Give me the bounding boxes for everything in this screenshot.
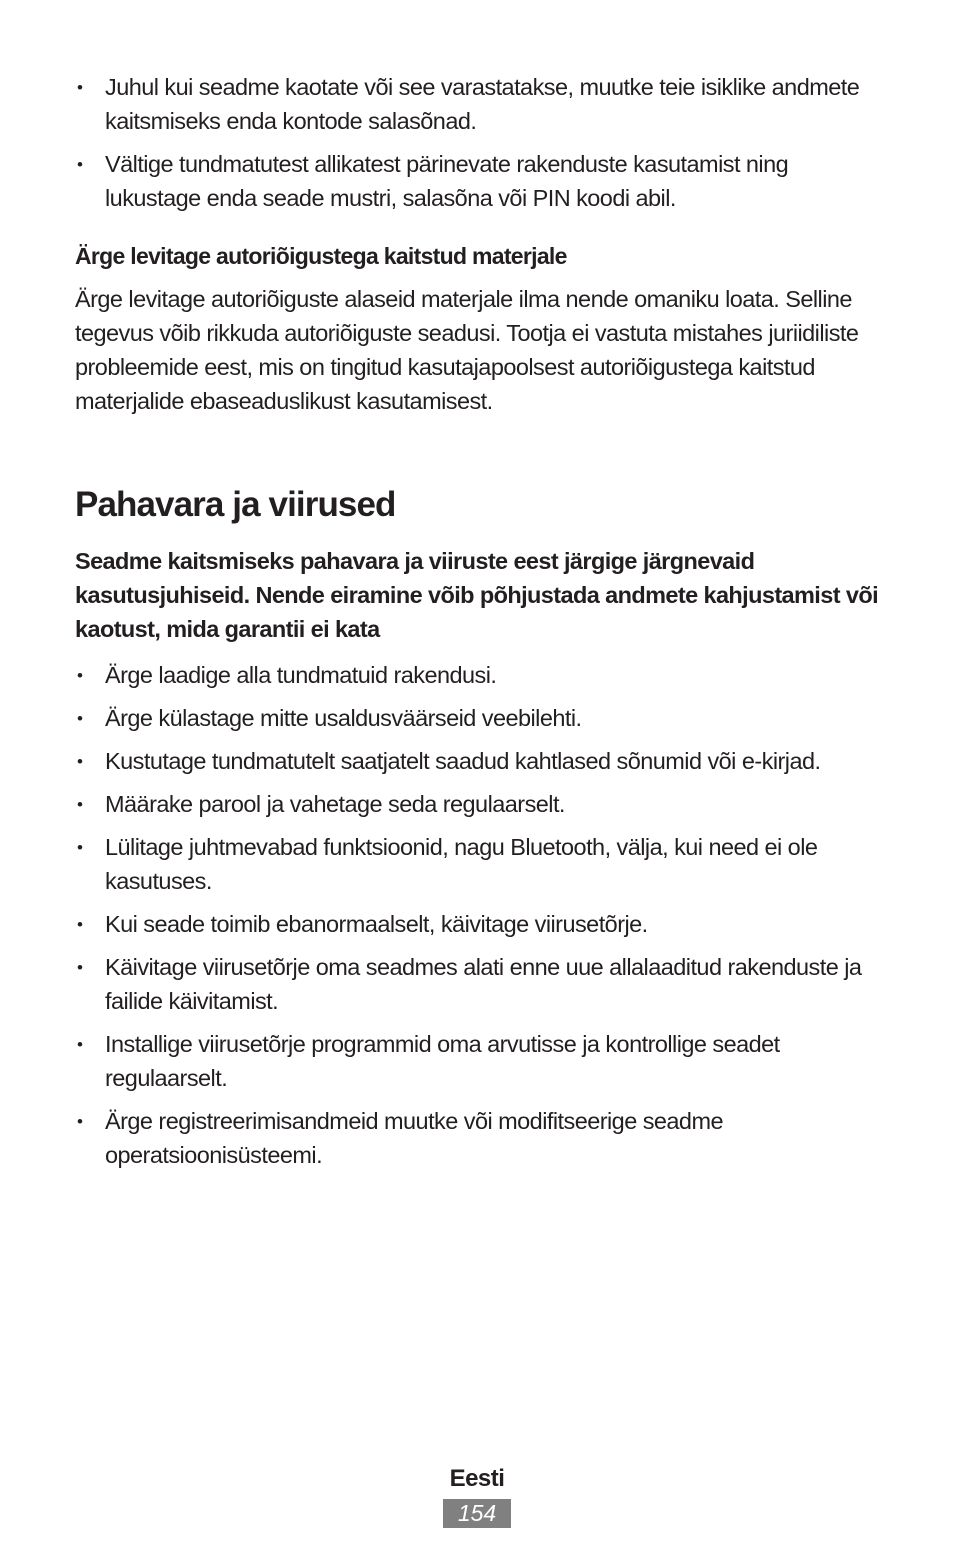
page-number: 154 [443, 1499, 511, 1528]
bullet-icon: • [77, 795, 83, 814]
list-item-text: Ärge registreerimisandmeid muutke või modifitseerige seadme operatsioonisüsteemi. [105, 1108, 724, 1168]
copyright-heading: Ärge levitage autoriõigustega kaitstud materjale [75, 243, 567, 269]
list-item [75, 787, 885, 821]
bullet-icon: • [77, 155, 83, 174]
list-item [75, 658, 885, 692]
bullet-icon: • [77, 838, 83, 857]
list-item [75, 950, 885, 1018]
list-item-text: Kustutage tundmatutelt saatjatelt saadud kahtlased sõnumid või e-kirjad. [105, 748, 821, 774]
list-item-text: Kui seade toimib ebanormaalselt, käivitage viirusetõrje. [105, 911, 648, 937]
bullet-icon: • [77, 752, 83, 771]
list-item [75, 70, 885, 138]
list-item-text: Määrake parool ja vahetage seda regulaarselt. [105, 791, 565, 817]
security-bullet-list [75, 70, 885, 215]
copyright-paragraph: Ärge levitage autoriõiguste alaseid materjale ilma nende omaniku loata. Selline tegevus võib rikkuda autoriõiguste seadusi. Tootja ei vastuta mistahes juriidiliste probleemide eest, mis on tingitud kasutajapoolsest autoriõigustega kaitstud materjalide ebaseaduslikust kasutamisest. [75, 286, 859, 414]
list-item [75, 744, 885, 778]
list-item-text: Ärge laadige alla tundmatuid rakendusi. [105, 662, 497, 688]
bullet-icon: • [77, 1035, 83, 1054]
list-item-text: Installige viirusetõrje programmid oma arvutisse ja kontrollige seadet regulaarselt. [105, 1031, 780, 1091]
list-item [75, 830, 885, 898]
section-title: Pahavara ja viirused [75, 485, 396, 524]
bullet-icon: • [77, 666, 83, 685]
footer-language: Eesti [449, 1465, 505, 1492]
section-intro: Seadme kaitsmiseks pahavara ja viiruste eest järgige järgnevaid kasutusjuhiseid. Nende eiramine võib põhjustada andmete kahjustamist või kaotust, mida garantii ei kata [75, 548, 879, 642]
document-page [75, 70, 885, 1181]
list-item [75, 147, 885, 215]
bullet-icon: • [77, 1112, 83, 1131]
bullet-icon: • [77, 958, 83, 977]
list-item [75, 907, 885, 941]
page-footer [0, 1462, 954, 1528]
list-item-text: Käivitage viirusetõrje oma seadmes alati enne uue allalaaditud rakenduste ja failide käivitamist. [105, 954, 862, 1014]
list-item-text: Juhul kui seadme kaotate või see varastatakse, muutke teie isiklike andmete kaitsmiseks enda kontode salasõnad. [105, 74, 860, 134]
bullet-icon: • [77, 709, 83, 728]
list-item [75, 701, 885, 735]
list-item-text: Lülitage juhtmevabad funktsioonid, nagu Bluetooth, välja, kui need ei ole kasutuses. [105, 834, 818, 894]
list-item-text: Ärge külastage mitte usaldusväärseid veebilehti. [105, 705, 582, 731]
bullet-icon: • [77, 78, 83, 97]
bullet-icon: • [77, 915, 83, 934]
list-item [75, 1027, 885, 1095]
malware-bullet-list [75, 658, 885, 1172]
list-item-text: Vältige tundmatutest allikatest pärinevate rakenduste kasutamist ning lukustage enda seade mustri, salasõna või PIN koodi abil. [105, 151, 789, 211]
list-item [75, 1104, 885, 1172]
